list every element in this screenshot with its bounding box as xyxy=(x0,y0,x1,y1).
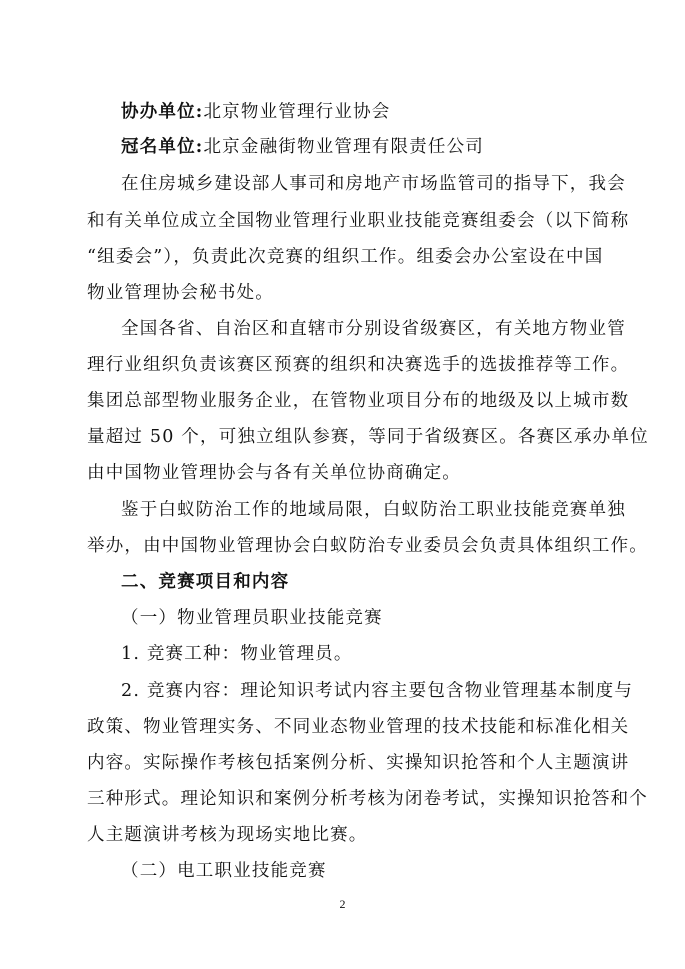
co-organizer-value: 北京物业管理行业协会 xyxy=(203,102,391,122)
paragraph-2-line-1: 全国各省、自治区和直辖市分别设省级赛区，有关地方物业管 xyxy=(121,319,626,339)
paragraph-1-line-1: 在住房城乡建设部人事司和房地产市场监管司的指导下，我会 xyxy=(121,174,626,194)
sponsor-value: 北京金融街物业管理有限责任公司 xyxy=(203,137,484,157)
paragraph-2-line-5: 由中国物业管理协会与各有关单位协商确定。 xyxy=(87,463,461,483)
item-1: 1. 竞赛工种：物业管理员。 xyxy=(121,644,353,664)
co-organizer-label: 协办单位: xyxy=(121,102,204,122)
co-organizer-line xyxy=(121,101,390,123)
subsection-1-heading: （一）物业管理员职业技能竞赛 xyxy=(121,608,383,628)
paragraph-3-line-1: 鉴于白蚁防治工作的地域局限，白蚁防治工职业技能竞赛单独 xyxy=(121,500,626,520)
paragraph-1-line-2: 和有关单位成立全国物业管理行业职业技能竞赛组委会（以下简称 xyxy=(87,211,630,231)
paragraph-3-line-2: 举办，由中国物业管理协会白蚁防治专业委员会负责具体组织工作。 xyxy=(87,536,648,556)
paragraph-1-line-3: “组委会”），负责此次竞赛的组织工作。组委会办公室设在中国 xyxy=(87,247,604,267)
section-2-heading: 二、竞赛项目和内容 xyxy=(121,572,290,592)
item-2-line-2: 政策、物业管理实务、不同业态物业管理的技术技能和标准化相关 xyxy=(87,717,630,737)
item-2-line-4: 三种形式。理论知识和案例分析考核为闭卷考试，实操知识抢答和个 xyxy=(87,789,648,809)
item-2-line-5: 人主题演讲考核为现场实地比赛。 xyxy=(87,825,368,845)
subsection-2-heading: （二）电工职业技能竞赛 xyxy=(121,861,327,881)
paragraph-2-line-3: 集团总部型物业服务企业，在管物业项目分布的地级及以上城市数 xyxy=(87,391,630,411)
paragraph-2-line-4: 量超过 50 个，可独立组队参赛，等同于省级赛区。各赛区承办单位 xyxy=(87,427,649,447)
page-number: 2 xyxy=(339,897,346,911)
item-2-line-3: 内容。实际操作考核包括案例分析、实操知识抢答和个人主题演讲 xyxy=(87,753,630,773)
item-2-line-1: 2. 竞赛内容：理论知识考试内容主要包含物业管理基本制度与 xyxy=(121,681,634,701)
sponsor-label: 冠名单位: xyxy=(121,137,204,157)
paragraph-2-line-2: 理行业组织负责该赛区预赛的组织和决赛选手的选拔推荐等工作。 xyxy=(87,355,630,375)
paragraph-1-line-4: 物业管理协会秘书处。 xyxy=(87,283,274,303)
sponsor-line xyxy=(121,136,484,158)
